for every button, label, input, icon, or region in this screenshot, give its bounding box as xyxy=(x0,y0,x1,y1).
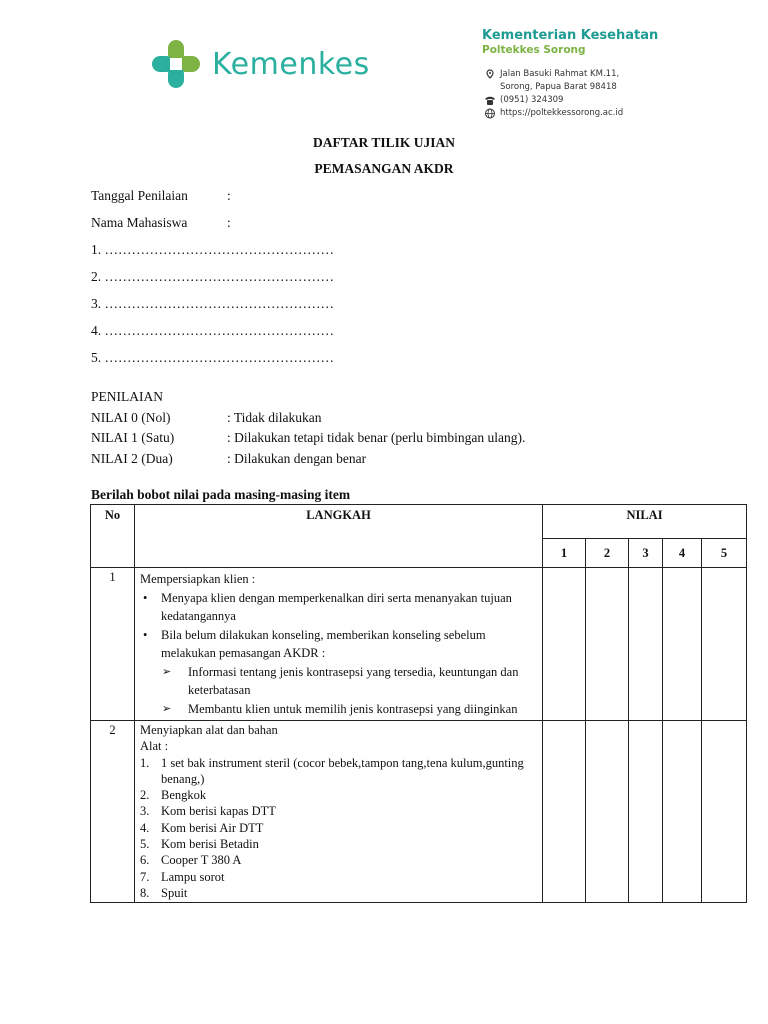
field-label: Nama Mahasiswa xyxy=(91,215,188,230)
instruction-text: Berilah bobot nilai pada masing-masing item xyxy=(91,487,351,502)
header-langkah: LANGKAH xyxy=(135,505,543,568)
address-line-1: Jalan Basuki Rahmat KM.11, xyxy=(500,69,620,79)
header-score-3: 3 xyxy=(629,539,663,568)
step-title: Menyiapkan alat dan bahan xyxy=(140,723,278,737)
score-cell-2[interactable] xyxy=(586,721,629,903)
score-cell-1[interactable] xyxy=(543,721,586,903)
student-blank-5: 5. …………………………………………… xyxy=(91,350,334,365)
item-number: 5. xyxy=(140,837,150,852)
score-cell-5[interactable] xyxy=(702,721,747,903)
score-cell-4[interactable] xyxy=(663,721,702,903)
student-blank-1: 1. …………………………………………… xyxy=(91,242,334,257)
step-subtitle: Alat : xyxy=(140,739,169,754)
item-text: Lampu sorot xyxy=(161,869,225,884)
item-text: Kom berisi kapas DTT xyxy=(161,804,276,819)
score-cell-3[interactable] xyxy=(629,568,663,721)
score-cell-3[interactable] xyxy=(629,721,663,903)
header-no: No xyxy=(91,505,135,568)
item-text: Spuit xyxy=(161,885,188,900)
penilaian-row-2 xyxy=(91,449,367,470)
item-text: 1 set bak instrument steril (cocor bebek,tampon tang,tena kulum,gunting benang,) xyxy=(161,755,524,786)
item-text: Cooper T 380 A xyxy=(161,853,242,868)
penilaian-row-0 xyxy=(91,408,322,429)
item-number: 4. xyxy=(140,820,150,835)
sub-institution-name: Poltekkes Sorong xyxy=(482,44,586,56)
penilaian-heading: PENILAIAN xyxy=(91,389,163,404)
kemenkes-logo xyxy=(150,38,370,90)
penilaian-row-1 xyxy=(91,428,526,449)
equipment-item xyxy=(140,885,538,901)
student-blank-4: 4. …………………………………………… xyxy=(91,323,334,338)
item-text: Bengkok xyxy=(161,788,207,803)
kemenkes-emblem-icon xyxy=(150,38,202,90)
globe-icon xyxy=(484,108,496,119)
equipment-item xyxy=(140,820,538,836)
header-score-1: 1 xyxy=(543,539,586,568)
score-cell-4[interactable] xyxy=(663,568,702,721)
address-line-2: Sorong, Papua Barat 98418 xyxy=(500,82,617,92)
table-row xyxy=(91,568,747,721)
penilaian-section xyxy=(91,387,526,469)
step-bullet: • Menyapa klien dengan memperkenalkan diri serta menanyakan tujuan kedatangannya xyxy=(140,589,538,626)
field-tanggal-penilaian xyxy=(91,188,231,204)
equipment-item xyxy=(140,787,538,803)
item-text: Kom berisi Air DTT xyxy=(161,820,264,835)
score-cell-2[interactable] xyxy=(586,568,629,721)
equipment-item xyxy=(140,869,538,885)
header-score-4: 4 xyxy=(663,539,702,568)
penilaian-label: NILAI 0 (Nol) xyxy=(91,409,171,425)
phone-icon xyxy=(484,95,496,106)
penilaian-label: NILAI 2 (Dua) xyxy=(91,450,173,466)
institution-block xyxy=(482,28,658,56)
step-cell xyxy=(135,721,543,903)
header-nilai: NILAI xyxy=(543,505,747,539)
penilaian-desc: : Dilakukan tetapi tidak benar (perlu bimbingan ulang). xyxy=(227,430,526,445)
field-label: Tanggal Penilaian xyxy=(91,188,188,203)
score-cell-1[interactable] xyxy=(543,568,586,721)
item-text: Kom berisi Betadin xyxy=(161,837,259,852)
item-number: 8. xyxy=(140,885,150,900)
document-subtitle: PEMASANGAN AKDR xyxy=(314,161,454,176)
equipment-item xyxy=(140,852,538,868)
item-number: 7. xyxy=(140,869,150,884)
header-score-2: 2 xyxy=(586,539,629,568)
row-number: 1 xyxy=(91,568,135,721)
step-subpoint: ➢ Membantu klien untuk memilih jenis kontrasepsi yang diinginkan xyxy=(140,700,538,719)
item-number: 2. xyxy=(140,788,150,803)
logo-text: Kemenkes xyxy=(212,46,370,82)
penilaian-desc: : Tidak dilakukan xyxy=(227,409,322,425)
field-colon: : xyxy=(227,215,231,230)
institution-name: Kementerian Kesehatan xyxy=(482,28,659,43)
field-nama-mahasiswa xyxy=(91,215,231,231)
document-title: DAFTAR TILIK UJIAN xyxy=(312,135,456,150)
website-link[interactable]: https://poltekkessorong.ac.id xyxy=(500,108,624,118)
step-bullet: • Bila belum dilakukan konseling, memberikan konseling sebelum melakukan pemasangan AKDR : xyxy=(140,626,538,663)
score-cell-5[interactable] xyxy=(702,568,747,721)
step-title: Mempersiapkan klien : xyxy=(140,572,256,586)
item-number: 6. xyxy=(140,853,150,868)
penilaian-desc: : Dilakukan dengan benar xyxy=(227,450,367,466)
item-number: 1. xyxy=(140,755,150,770)
row-number: 2 xyxy=(91,721,135,903)
table-row xyxy=(91,721,747,903)
step-cell xyxy=(135,568,543,721)
location-icon xyxy=(484,69,496,80)
student-blank-3: 3. …………………………………………… xyxy=(91,296,334,311)
field-colon: : xyxy=(227,188,231,203)
equipment-item xyxy=(140,836,538,852)
step-subpoint: ➢ Informasi tentang jenis kontrasepsi yang tersedia, keuntungan dan keterbatasan xyxy=(140,663,538,700)
contact-block xyxy=(484,68,623,120)
penilaian-label: NILAI 1 (Satu) xyxy=(91,430,175,445)
item-number: 3. xyxy=(140,804,150,819)
equipment-item xyxy=(140,803,538,819)
student-blank-2: 2. …………………………………………… xyxy=(91,269,334,284)
checklist-table xyxy=(90,504,747,903)
phone-number: (0951) 324309 xyxy=(500,95,564,105)
header-score-5: 5 xyxy=(702,539,747,568)
equipment-item xyxy=(140,755,538,788)
